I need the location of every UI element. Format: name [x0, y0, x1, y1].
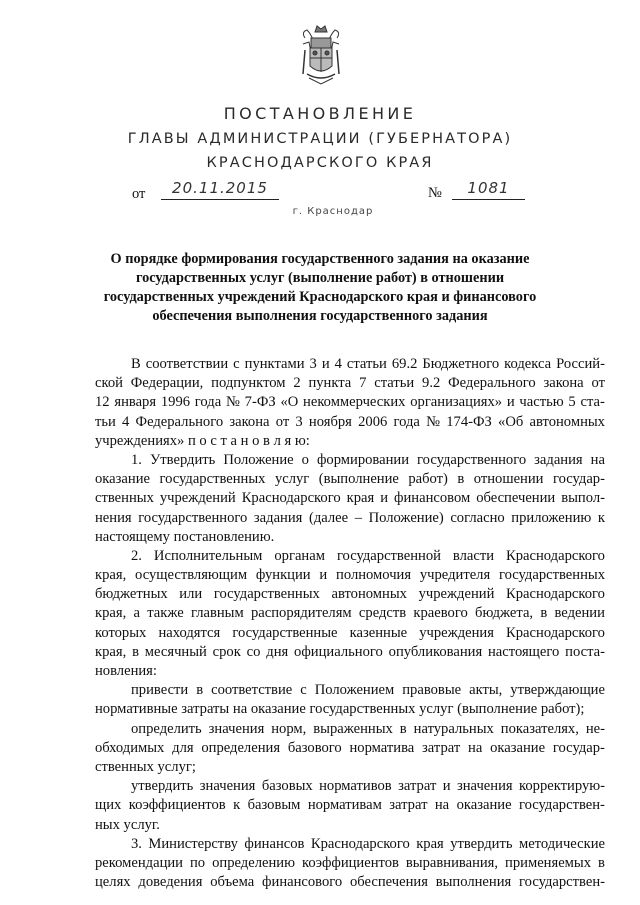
- body-line: настоящему постановлению.: [95, 528, 275, 545]
- number-label: №: [428, 185, 442, 201]
- body-line: привести в соответствие с Положением правовые акты, утверждающие: [131, 682, 605, 699]
- body-line: края, а также главным распорядителям средств краевого бюджета, в ведении: [95, 605, 605, 622]
- body-line: рекомендации по определению коэффициентов выравнивания, применяемых в: [95, 854, 605, 871]
- title-line: обеспечения выполнения государственного задания: [152, 308, 488, 324]
- body-line: оказание государственных услуг (выполнение работ) в отношении государ-: [95, 471, 605, 488]
- body-line: бюджетных или государственных автономных учреждений Краснодарского: [95, 586, 605, 603]
- body-line: определить значения норм, выраженных в натуральных показателях, не-: [131, 720, 605, 737]
- body-line: обходимых для определения базового норматива затрат на оказание государ-: [95, 739, 605, 756]
- body-line: учреждениях» п о с т а н о в л я ю:: [95, 432, 310, 449]
- body-line: тьи 4 Федерального закона от 3 ноября 2006 года № 174-ФЗ «Об автономных: [95, 413, 605, 430]
- body-line: которых находятся государственные казенные учреждения Краснодарского: [95, 624, 605, 641]
- body-line: 2. Исполнительным органам государственной власти Краснодарского: [131, 547, 605, 564]
- body-line: ных услуг.: [95, 816, 160, 833]
- body-line: края, в месячный срок со дня официального опубликования настоящего поста-: [95, 643, 605, 660]
- title-line: государственных услуг (выполнение работ) в отношении: [135, 270, 505, 286]
- city-label: г. Краснодар: [292, 206, 374, 217]
- body-line: ской Федерации, подпунктом 2 пункта 7 статьи 9.2 Федерального закона от: [95, 375, 605, 392]
- issuer-title: ГЛАВЫ АДМИНИСТРАЦИИ (ГУБЕРНАТОРА): [127, 131, 513, 147]
- title-line: О порядке формирования государственного задания на оказание: [110, 251, 530, 267]
- body-line: новления:: [95, 663, 157, 679]
- number-value: 1081: [452, 179, 525, 200]
- body-line: нения государственного задания (далее – Положение) согласно приложению к: [95, 509, 605, 526]
- date-value: 20.11.2015: [161, 179, 279, 200]
- body-line: ственных учреждений Краснодарского края и финансовом обеспечении выпол-: [95, 490, 605, 507]
- body-line: нормативные затраты на оказание государственных услуг (выполнение работ);: [95, 701, 585, 718]
- body-line: края, осуществляющим функции и полномочия учредителя государственных: [95, 567, 605, 584]
- resolution-title: [100, 250, 540, 326]
- title-line: государственных учреждений Краснодарского края и финансового: [103, 289, 537, 305]
- body-line: щих коэффициентов к базовым нормативам затрат на оказание государствен-: [95, 797, 605, 814]
- body-line: В соответствии с пунктами 3 и 4 статьи 69.2 Бюджетного кодекса Россий-: [131, 356, 605, 372]
- body-line: 1. Утвердить Положение о формировании государственного задания на: [131, 451, 605, 468]
- body-line: целях доведения объема финансового обеспечения выполнения государствен-: [95, 874, 605, 891]
- body-line: 12 января 1996 года № 7-ФЗ «О некоммерческих организациях» и частью 5 ста-: [95, 394, 605, 411]
- body-line: 3. Министерству финансов Краснодарского края утвердить методические: [131, 835, 605, 852]
- body-line: утвердить значения базовых нормативов затрат и значения корректирую-: [131, 778, 605, 795]
- region-title: КРАСНОДАРСКОГО КРАЯ: [206, 155, 434, 171]
- date-label: от: [132, 186, 146, 202]
- document-body: [95, 355, 605, 892]
- coat-of-arms-emblem: [299, 22, 343, 86]
- body-line: ственных услуг;: [95, 758, 196, 775]
- document-type-title: ПОСТАНОВЛЕНИЕ: [223, 104, 417, 123]
